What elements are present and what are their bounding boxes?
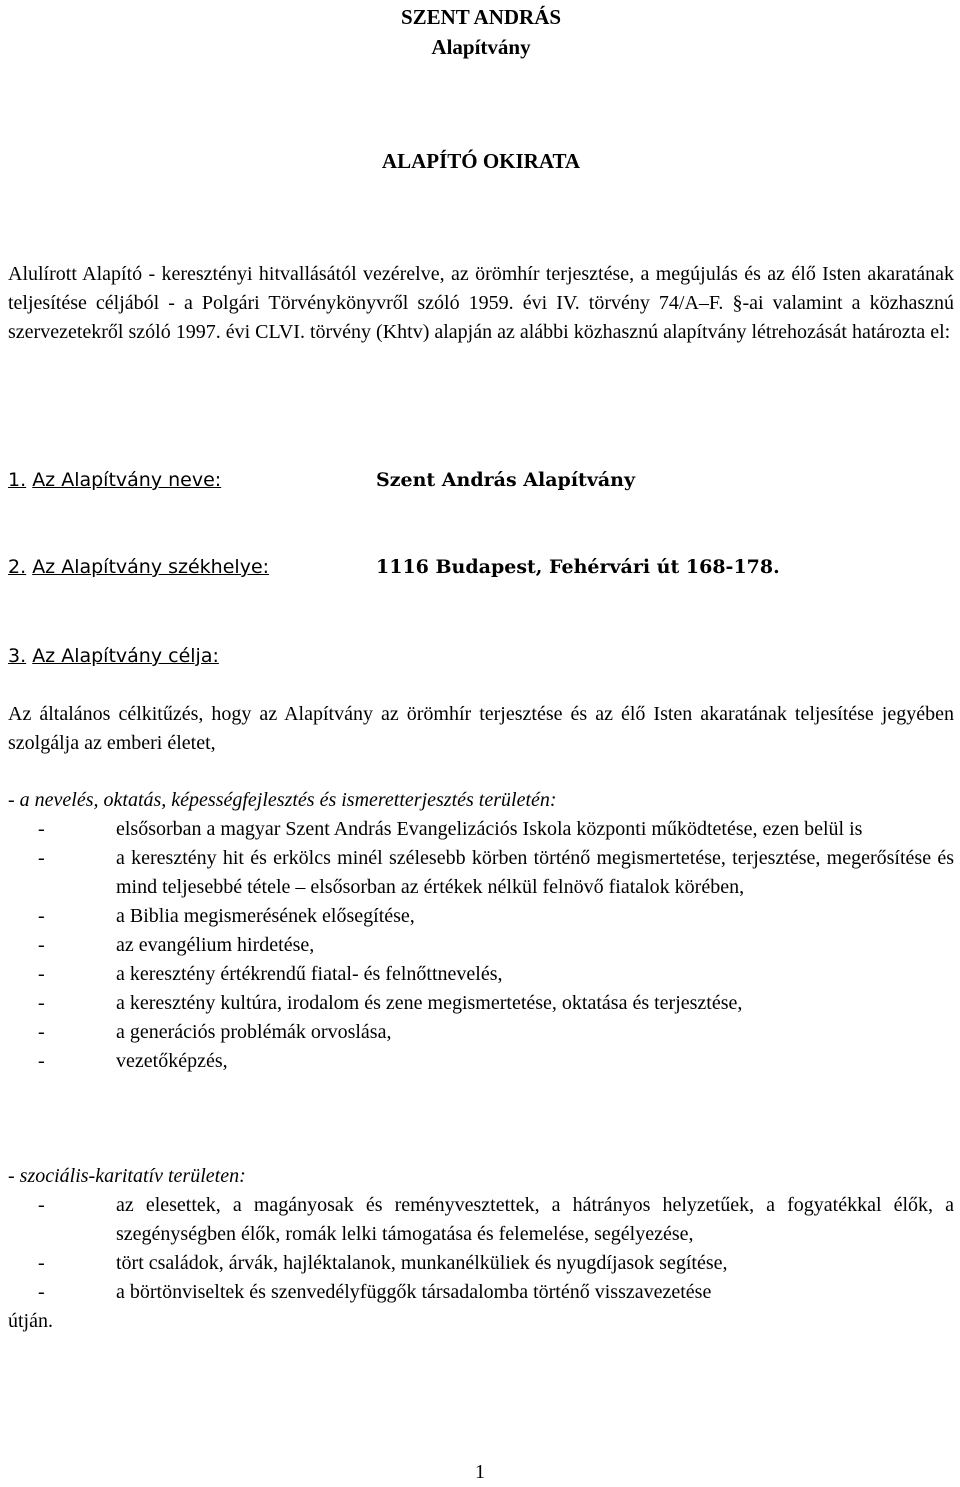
field-name <box>8 466 954 495</box>
list-item-text: a keresztény kultúra, irodalom és zene megismertetése, oktatása és terjesztése, <box>116 992 743 1014</box>
list-item-text: tört családok, árvák, hajléktalanok, munkanélküliek és nyugdíjasok segítése, <box>116 1252 728 1274</box>
field-seat-number: 2. <box>8 556 27 578</box>
field-seat-value: 1116 Budapest, Fehérvári út 168-178. <box>376 556 780 578</box>
list-item <box>8 1191 954 1249</box>
goal-number: 3. <box>8 645 27 667</box>
list-item-text: a börtönviseltek és szenvedélyfüggők társadalomba történő visszavezetése <box>116 1281 712 1303</box>
list-dash: - <box>38 1050 45 1072</box>
list-dash: - <box>38 1252 45 1274</box>
list-item <box>8 989 954 1018</box>
field-seat <box>8 553 954 582</box>
list-item <box>8 960 954 989</box>
list-dash: - <box>38 905 45 927</box>
page-number: 1 <box>475 1461 485 1483</box>
list-item-text: a generációs problémák orvoslása, <box>116 1021 392 1043</box>
field-seat-text: Az Alapítvány székhelye: <box>32 556 270 578</box>
list-dash: - <box>38 1021 45 1043</box>
list-item <box>8 815 954 844</box>
list-dash: - <box>38 1194 45 1216</box>
list-item <box>8 1018 954 1047</box>
list-item-text: elsősorban a magyar Szent András Evangelizációs Iskola központi működtetése, ezen belül is <box>116 818 863 840</box>
section-education-heading: - a nevelés, oktatás, képességfejlesztés és ismeretterjesztés területén: <box>8 789 557 811</box>
list-item-text: az elesettek, a magányosak és reményvesztettek, a hátrányos helyzetűek, a fogyatékkal élők, a szegénységben élők, romák lelki támogatása és felemelése, segélyezése, <box>116 1194 954 1245</box>
list-dash: - <box>38 934 45 956</box>
list-item-text: vezetőképzés, <box>116 1050 228 1072</box>
list-dash: - <box>38 818 45 840</box>
section-social <box>8 1162 954 1336</box>
list-item <box>8 1278 954 1307</box>
list-dash: - <box>38 992 45 1014</box>
list-item-text: a keresztény hit és erkölcs minél szélesebb körben történő megismertetése, terjesztése, megerősítése és mind teljesebbé tétele – elsősorban az értékek nélkül felnövő fiatalok körében, <box>116 847 954 898</box>
list-item <box>8 1047 954 1076</box>
field-seat-label <box>8 553 376 582</box>
section-social-tail: útján. <box>8 1310 53 1332</box>
header-line-2: Alapítvány <box>431 35 531 59</box>
intro-paragraph: Alulírott Alapító - keresztényi hitvallásától vezérelve, az örömhír terjesztése, a megújulás és az élő Isten akaratának teljesítése céljából - a Polgári Törvénykönyvről szóló 1959. évi IV. törvény 74/A–F. §-ai valamint a közhasznú szervezetekről szóló 1997. évi CLVI. törvény (Khtv) alapján az alábbi közhasznú alapítvány létrehozását határozta el: <box>8 263 954 343</box>
list-item-text: a Biblia megismerésének elősegítése, <box>116 905 415 927</box>
list-item-text: az evangélium hirdetése, <box>116 934 315 956</box>
list-item <box>8 1249 954 1278</box>
header-line-1: SZENT ANDRÁS <box>400 5 562 29</box>
section-social-heading: - szociális-karitatív területen: <box>8 1165 246 1187</box>
section-education-list <box>8 815 954 1076</box>
goal-label-text: Az Alapítvány célja: <box>32 645 219 667</box>
document-title: ALAPÍTÓ OKIRATA <box>381 149 581 173</box>
list-item <box>8 902 954 931</box>
field-name-value: Szent András Alapítvány <box>376 469 636 491</box>
field-name-number: 1. <box>8 469 27 491</box>
section-social-list <box>8 1191 954 1307</box>
field-name-label <box>8 466 376 495</box>
foundation-header <box>8 2 954 62</box>
list-dash: - <box>38 847 45 869</box>
field-name-text: Az Alapítvány neve: <box>32 469 222 491</box>
list-item <box>8 844 954 902</box>
list-item <box>8 931 954 960</box>
goal-paragraph: Az általános célkitűzés, hogy az Alapítvány az örömhír terjesztése és az élő Isten akaratának teljesítése jegyében szolgálja az emberi életet, <box>8 703 954 754</box>
list-dash: - <box>38 1281 45 1303</box>
list-dash: - <box>38 963 45 985</box>
section-education <box>8 786 954 1076</box>
goal-label <box>8 642 219 671</box>
list-item-text: a keresztény értékrendű fiatal- és felnőttnevelés, <box>116 963 503 985</box>
